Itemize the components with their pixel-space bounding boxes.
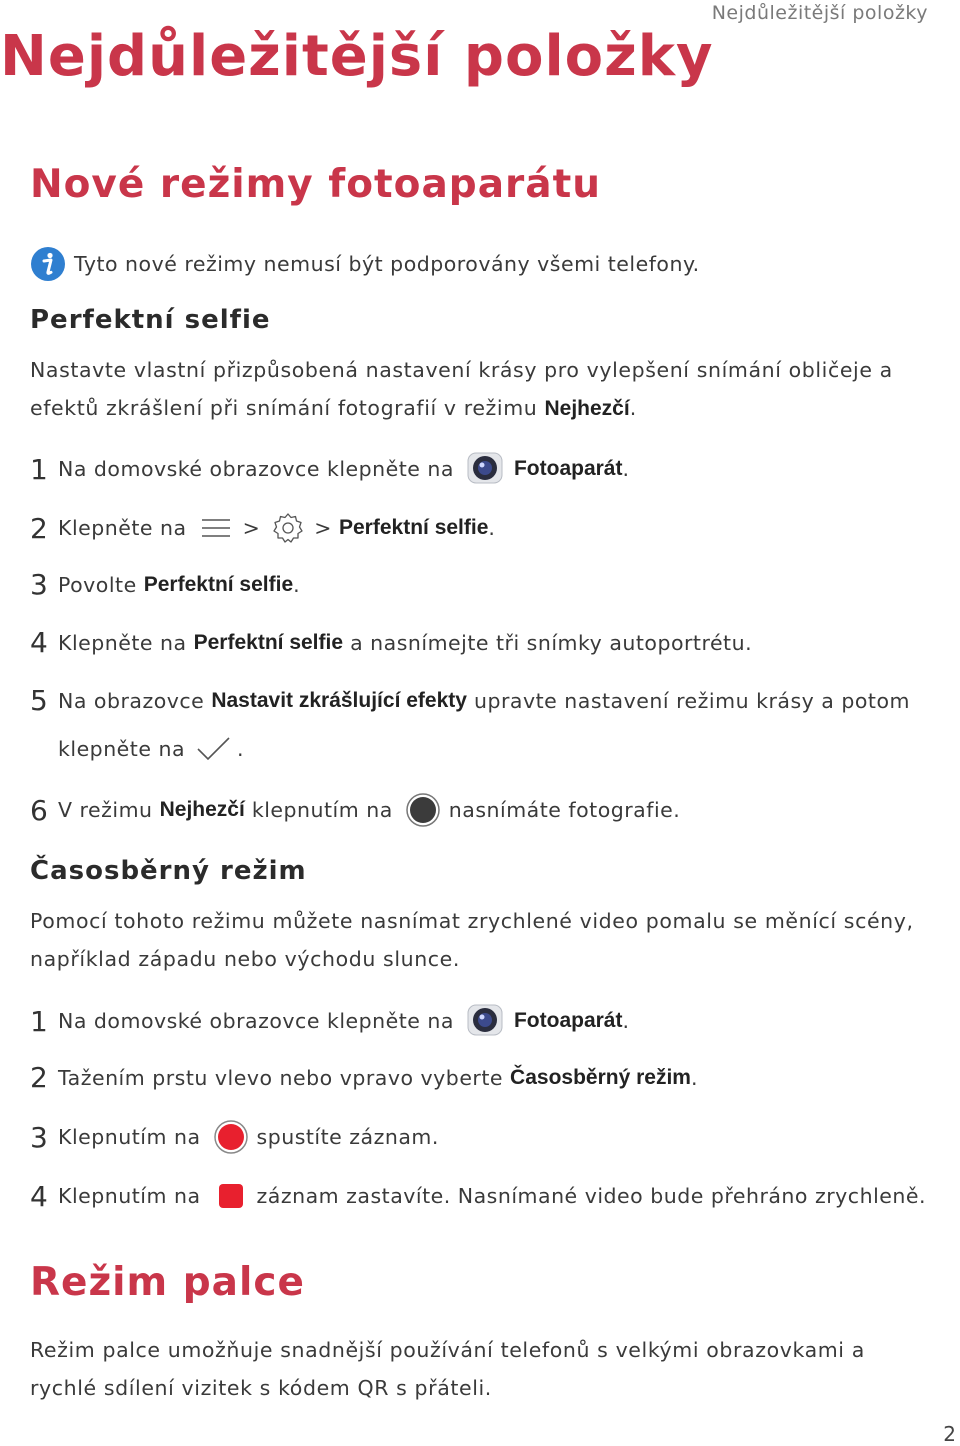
menu-icon[interactable]: [199, 515, 233, 541]
selfie-step-1: 1 Na domovské obrazovce klepněte na Fotoaparát .: [30, 452, 630, 486]
selfie-step-5: 5 Na obrazovce Nastavit zkrášlující efekty upravte nastavení režimu krásy a potom: [30, 684, 910, 717]
note-text: Tyto nové režimy nemusí být podporovány všemi telefony.: [74, 252, 700, 276]
settings-gear-icon[interactable]: [270, 510, 306, 546]
selfie-step-2: 2 Klepněte na > > Perfektní selfie .: [30, 511, 496, 545]
stop-button-icon[interactable]: [213, 1178, 249, 1214]
selfie-intro: Nastavte vlastní přizpůsobená nastavení krásy pro vylepšení snímání obličeje a efektů zkrášlení při snímání fotografií v režimu Nejhezčí.: [30, 358, 893, 420]
thumb-intro: Režim palce umožňuje snadnější používání telefonů s velkými obrazovkami a rychlé sdílení vizitek s kódem QR s přáteli.: [30, 1338, 865, 1400]
camera-app-icon[interactable]: [466, 1003, 506, 1039]
page-number: 2: [943, 1422, 956, 1446]
page-title: Nejdůležitější položky: [0, 24, 714, 89]
info-icon: [30, 246, 66, 282]
subheading-perfect-selfie: Perfektní selfie: [30, 305, 271, 335]
record-button-icon[interactable]: [213, 1119, 249, 1155]
selfie-step-3: 3 Povolte Perfektní selfie .: [30, 568, 301, 601]
selfie-step-6: 6 V režimu Nejhezčí klepnutím na nasnímáte fotografie.: [30, 793, 681, 827]
section-heading-camera-modes: Nové režimy fotoaparátu: [30, 162, 601, 207]
running-header: Nejdůležitější položky: [711, 2, 928, 24]
shutter-button-icon[interactable]: [405, 792, 441, 828]
section-heading-thumb-mode: Režim palce: [30, 1260, 305, 1305]
timelapse-step-3: 3 Klepnutím na spustíte záznam.: [30, 1120, 439, 1154]
checkmark-icon[interactable]: [195, 734, 233, 764]
timelapse-step-1: 1 Na domovské obrazovce klepněte na Fotoaparát .: [30, 1004, 630, 1038]
camera-app-icon[interactable]: [466, 451, 506, 487]
subheading-timelapse: Časosběrný režim: [30, 856, 307, 886]
timelapse-intro: Pomocí tohoto režimu můžete nasnímat zrychlené video pomalu se měnící scény, například západu nebo východu slunce.: [30, 909, 914, 971]
selfie-step-4: 4 Klepněte na Perfektní selfie a nasnímejte tři snímky autoportrétu.: [30, 626, 753, 659]
note: [30, 246, 700, 282]
timelapse-step-4: 4 Klepnutím na záznam zastavíte. Nasnímané video bude přehráno zrychleně.: [30, 1179, 926, 1213]
selfie-step-5-cont: klepněte na .: [58, 734, 244, 764]
timelapse-step-2: 2 Tažením prstu vlevo nebo vpravo vyberte Časosběrný režim .: [30, 1061, 698, 1094]
